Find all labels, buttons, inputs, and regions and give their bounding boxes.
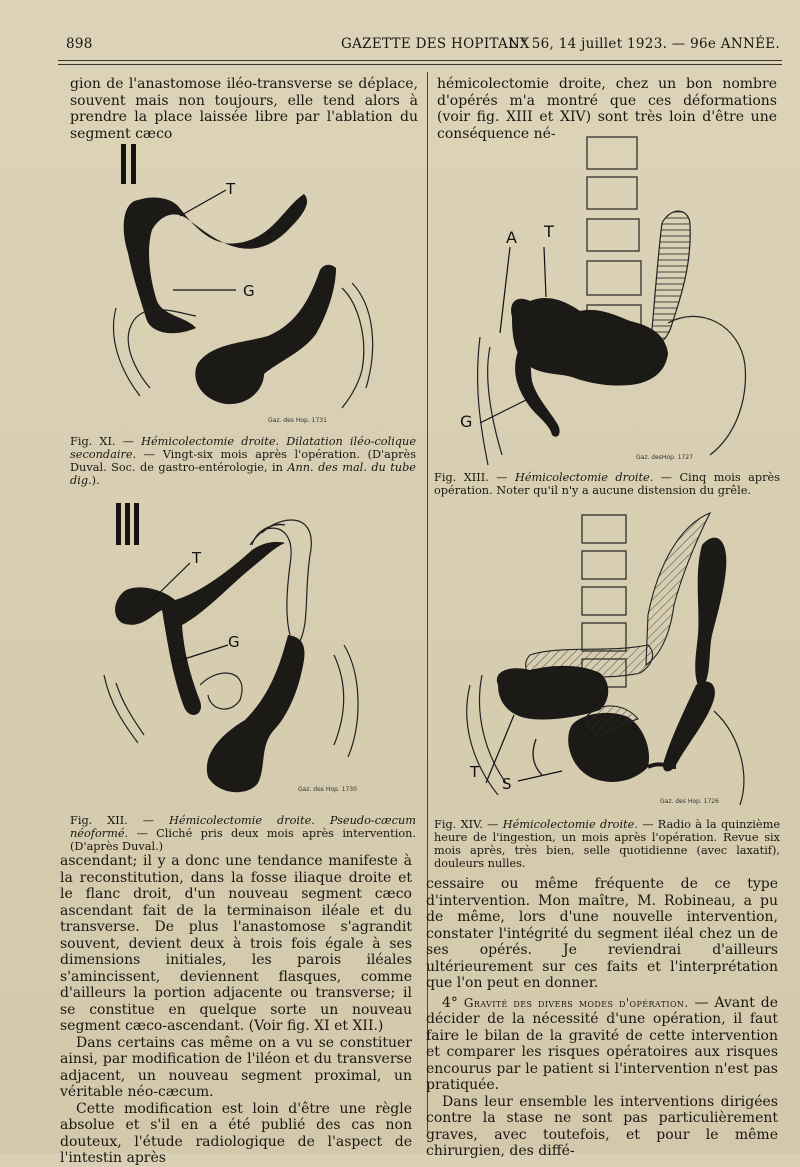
fig12-stamp: Gaz. des Hop. 1730 — [298, 786, 357, 793]
issue-info: N° 56, 14 juillet 1923. — 96e ANNÉE. — [508, 36, 780, 52]
page-number: 898 — [66, 36, 93, 52]
left-body-text — [60, 853, 412, 1167]
right-paragraph-1: cessaire ou même fréquente de ce type d'intervention. Mon maître, M. Robineau, a pu de même, lors d'une nouvelle intervention, constater l'intégrité du segment iléal chez un de ses opérés. Je reviendrai d'ailleurs ultérieurement sur ces faits et l'interprétation que l'on peut en donner. — [426, 876, 778, 991]
left-top-text: gion de l'anastomose iléo-transverse se déplace, souvent mais non toujours, elle tend alors à prendre la place laissée libre par l'ablation du segment cæco — [70, 76, 418, 142]
right-paragraph-3: Dans leur ensemble les interventions dirigées contre la stase ne sont pas particulièrement graves, avec toutefois, et pour le même chirurgien, des diffé- — [426, 1093, 778, 1159]
fig13-stamp: Gaz. desHop. 1727 — [636, 454, 693, 461]
page-header — [66, 34, 780, 56]
fig13-label-a: A — [506, 228, 517, 247]
right-body-text — [426, 876, 778, 1160]
fig13-label-g: G — [460, 412, 473, 431]
right-section-paragraph — [426, 995, 778, 1094]
header-rule — [58, 60, 782, 61]
fig13-label-t: T — [544, 222, 554, 241]
fig11-stamp: Gaz. des Hop. 1731 — [268, 417, 327, 424]
section-number: 4° — [442, 994, 464, 1011]
journal-title: GAZETTE DES HOPITAUX — [341, 36, 530, 52]
header-rule-double — [58, 64, 782, 65]
figure-13-caption: Fig. XIII. — Hémicolectomie droite. — Cinq mois après opération. Noter qu'il n'y a aucune distension du grêle. — [434, 471, 780, 497]
fig11-label-g: G — [243, 282, 255, 300]
right-top-text: hémicolectomie droite, chez un bon nombre d'opérés m'a montré que ces déformations (voir fig. XIII et XIV) sont très loin d'être une conséquence né- — [437, 76, 777, 142]
fig12-label-g: G — [228, 633, 240, 651]
fig11-label-t: T — [226, 180, 236, 198]
figure-14-caption: Fig. XIV. — Hémicolectomie droite. — Radio à la quinzième heure de l'ingestion, un mois après l'opération. Revue six mois après, très bien, selle quotidienne (avec laxatif), douleurs nulles. — [434, 818, 780, 870]
left-paragraph-3: Cette modification est loin d'être une règle absolue et s'il en a été publié des cas non douteux, l'étude radiologique de l'aspect de l'intestin après — [60, 1100, 412, 1166]
fig12-label-t: T — [192, 549, 202, 567]
figure-11-caption: Fig. XI. — Hémicolectomie droite. Dilatation iléo-colique secondaire. — Vingt-six mois après l'opération. (D'après Duval. Soc. de gastro-entérologie, in Ann. des mal. du tube dig.). — [70, 435, 416, 487]
fig14-label-t: T — [470, 763, 480, 781]
fig14-stamp: Gaz. des Hop. 1726 — [660, 798, 719, 805]
section-title: Gravité des divers modes d'opération. — [463, 995, 689, 1010]
figure-13-radiograph — [440, 125, 780, 470]
fig14-label-s: S — [502, 775, 512, 793]
figure-12-caption: Fig. XII. — Hémicolectomie droite. Pseudo-cæcum néoformé. — Cliché pris deux mois après intervention. (D'après Duval.) — [70, 814, 416, 853]
left-paragraph-2: Dans certains cas même on a vu se constituer ainsi, par modification de l'iléon et du transverse adjacent, un nouveau segment proximal, un véritable néo-cæcum. — [60, 1034, 412, 1100]
figure-14-radiograph — [450, 505, 780, 815]
figure-12-radiograph — [80, 495, 420, 805]
left-paragraph-1: ascendant; il y a donc une tendance manifeste à la reconstitution, dans la fosse iliaque droite et le flanc droit, d'un nouveau segment cæco ascendant fait de la terminaison iléale et du transverse. De plus l'anastomose s'agrandit souvent, devient deux à trois fois égale à ses dimensions initiales, les parois iléales s'amincissent, deviennent flasques, comme d'ailleurs la portion adjacente ou transverse; il se constitue en quelque sorte un nouveau segment cæco-ascendant. (Voir fig. XI et XII.) — [60, 853, 412, 1034]
section-text: — Avant de décider de la nécessité d'une opération, il faut faire le bilan de la gravité de cette intervention et comparer les risques opératoires aux risques encourus par le patient si l'intervention n'est pas pratiquée. — [426, 994, 779, 1093]
figure-11-radiograph — [78, 138, 418, 428]
